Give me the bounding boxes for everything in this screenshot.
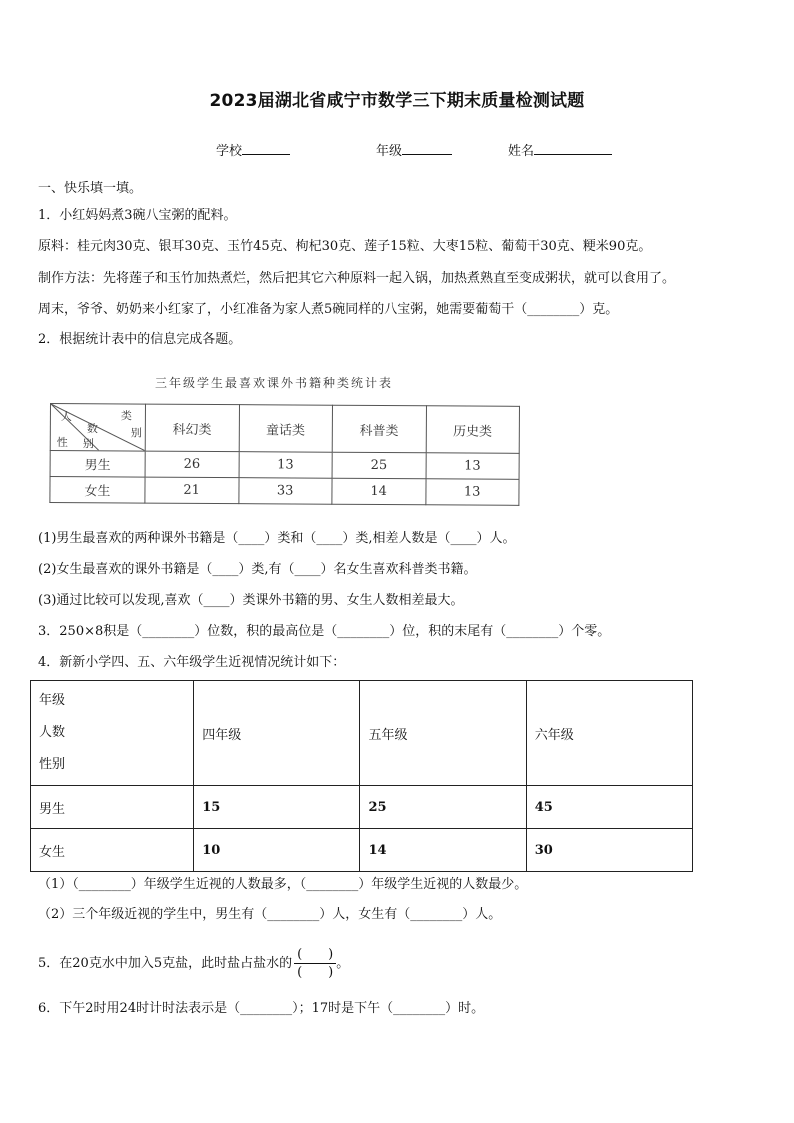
q3-text: 3．250×8积是（________）位数，积的最高位是（________）位，积的末尾有（________）个零。 [38, 624, 611, 639]
grade-label: 年级 [376, 144, 403, 159]
q5-line [38, 937, 349, 991]
q4-header-cell: 六年级 [526, 681, 692, 786]
q5-fraction[interactable] [294, 946, 336, 981]
q4-cell: 25 [360, 786, 526, 829]
grade-blank[interactable] [402, 142, 452, 155]
school-blank[interactable] [242, 142, 290, 155]
q2-cell: 33 [238, 478, 332, 505]
corner-ren: 人 [60, 410, 72, 424]
school-field [216, 140, 290, 159]
q2-header-cell: 科幻类 [145, 404, 239, 452]
q2-cell: 21 [145, 477, 239, 504]
q2-row-label: 女生 [50, 477, 145, 504]
q2-stat-table [49, 403, 520, 506]
q2-sub2: (2)女生最喜欢的课外书籍是（____）类,有（____）名女生喜欢科普类书籍。 [38, 562, 477, 577]
q4-cell: 10 [194, 829, 360, 872]
q1-head: 1．小红妈妈煮3碗八宝粥的配料。 [38, 208, 237, 223]
q4-header-cell: 四年级 [194, 681, 360, 786]
q2-table-caption: 三年级学生最喜欢课外书籍种类统计表 [155, 376, 394, 390]
q2-header-cell: 童话类 [239, 405, 333, 453]
corner-lei: 类 [120, 409, 132, 423]
q2-cell: 25 [332, 452, 426, 479]
q2-header-cell: 历史类 [426, 406, 520, 454]
q2-corner-cell [50, 404, 145, 452]
name-label: 姓名 [508, 144, 535, 159]
q2-sub3: (3)通过比较可以发现,喜欢（____）类课外书籍的男、女生人数相差最大。 [38, 593, 464, 608]
corner-bie-top: 别 [130, 426, 142, 440]
q4-corner-gender: 性别 [39, 757, 66, 772]
q4-cell: 45 [526, 786, 692, 829]
name-blank[interactable] [534, 142, 612, 155]
page-title: 2023届湖北省咸宁市数学三下期末质量检测试题 [209, 91, 585, 111]
q4-data-table [30, 680, 693, 872]
q4-sub1: （1）（________）年级学生近视的人数最多，（________）年级学生近视的人数最少。 [38, 877, 528, 892]
q4-head: 4．新新小学四、五、六年级学生近视情况统计如下： [38, 655, 346, 670]
q4-sub2: （2）三个年级近视的学生中，男生有（________）人，女生有（________）人。 [38, 907, 502, 922]
q2-row-label: 男生 [50, 451, 145, 478]
q4-cell: 30 [526, 829, 692, 872]
q4-cell: 14 [360, 829, 526, 872]
corner-xing: 性 [56, 436, 68, 450]
q2-cell: 13 [239, 452, 333, 479]
q4-header-cell: 五年级 [360, 681, 526, 786]
q4-corner-cell [31, 681, 194, 786]
q2-sub1: (1)男生最喜欢的两种课外书籍是（____）类和（____）类,相差人数是（____）人。 [38, 531, 516, 546]
q4-row-label: 男生 [31, 786, 194, 829]
q5-denominator: ( ) [297, 965, 334, 980]
q1-question: 周末，爷爷、奶奶来小红家了，小红准备为家人煮5碗同样的八宝粥，她需要葡萄干（________）克。 [38, 302, 619, 317]
q4-corner-count: 人数 [39, 725, 66, 740]
q1-method: 制作方法：先将莲子和玉竹加热煮烂，然后把其它六种原料一起入锅，加热煮熟直至变成粥状，就可以食用了。 [38, 271, 676, 286]
q2-cell: 13 [426, 453, 520, 480]
q2-cell: 13 [425, 479, 519, 506]
corner-bie-bottom: 别 [82, 437, 94, 451]
q5-numerator: ( ) [294, 946, 336, 964]
q6-text: 6．下午2时用24时计时法表示是（________）；17时是下午（________）时。 [38, 1001, 485, 1016]
name-field [508, 140, 612, 159]
school-label: 学校 [216, 144, 243, 159]
q2-cell: 26 [145, 451, 239, 478]
q4-row-label: 女生 [31, 829, 194, 872]
q5-end: 。 [336, 956, 350, 971]
q4-corner-grade: 年级 [39, 693, 66, 708]
q2-cell: 14 [332, 478, 426, 505]
q2-header-cell: 科普类 [332, 405, 426, 453]
corner-shu: 数 [86, 422, 98, 436]
q4-cell: 15 [194, 786, 360, 829]
q2-head: 2．根据统计表中的信息完成各题。 [38, 332, 242, 347]
q5-text: 5．在20克水中加入5克盐，此时盐占盐水的 [38, 956, 293, 971]
section-heading: 一、快乐填一填。 [38, 181, 143, 196]
q1-ingredients: 原料：桂元肉30克、银耳30克、玉竹45克、枸杞30克、莲子15粒、大枣15粒、葡萄干30克、粳米90克。 [38, 239, 652, 254]
grade-field [376, 140, 452, 159]
